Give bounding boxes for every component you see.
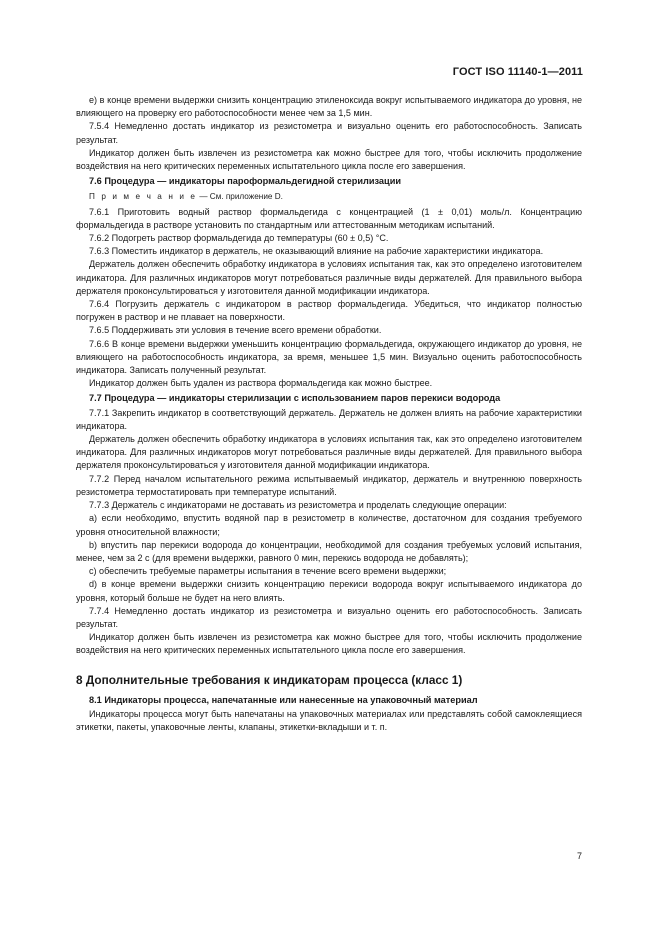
note-label: П р и м е ч а н и е — [89, 192, 198, 202]
list-item: a) если необходимо, впустить водяной пар в резистометр в количестве, достаточном для создания требуемого уровня относительной влажности; — [76, 513, 582, 537]
paragraph: Индикатор должен быть удален из раствора формальдегида как можно быстрее. — [89, 378, 433, 389]
paragraph: Индикатор должен быть извлечен из резистометра как можно быстрее для того, чтобы исключить продолжение воздействия на него критических переменных испытательного цикла после его завершения. — [76, 147, 582, 172]
section-heading-7-6: 7.6 Процедура — индикаторы пароформальдегидной стерилизации — [89, 176, 401, 187]
page-number: 7 — [576, 851, 582, 861]
paragraph: 7.6.5 Поддерживать эти условия в течение всего времени обработки. — [89, 325, 382, 336]
paragraph: 7.5.4 Немедленно достать индикатор из резистометра и визуально оценить его работоспособность. Записать результат. — [76, 121, 582, 145]
list-item: b) впустить пар перекиси водорода до концентрации, необходимой для создания требуемых условий испытания, менее, чем за 2 с (для времени выдержки, равного 0 мин, перекись водорода не добавлять); — [76, 539, 582, 563]
paragraph: 7.6.4 Погрузить держатель с индикатором в раствор формальдегида. Убедиться, что индикатор полностью погружен в раствор и не плавает на поверхности. — [76, 299, 582, 323]
paragraph: 7.7.2 Перед началом испытательного режима испытываемый индикатор, держатель и внутреннюю поверхность резистометра термостатировать при температуре испытаний. — [76, 473, 582, 497]
note-text: — См. приложение D. — [197, 192, 283, 202]
document-body — [76, 94, 582, 734]
section-heading-7-7: 7.7 Процедура — индикаторы стерилизации с использованием паров перекиси водорода — [89, 393, 501, 404]
paragraph: Индикатор должен быть извлечен из резистометра как можно быстрее для того, чтобы исключить продолжение воздействия на него критических переменных испытательного цикла после его завершения. — [76, 632, 582, 656]
paragraph: 7.6.3 Поместить индикатор в держатель, не оказывающий влияние на рабочие характеристики индикатора. — [89, 246, 544, 257]
paragraph: 7.7.3 Держатель с индикаторами не доставать из резистометра и проделать следующие операции: — [89, 500, 507, 511]
note — [76, 190, 582, 203]
paragraph: Держатель должен обеспечить обработку индикатора в условиях испытания так, как это определено изготовителем индикатора. Для различных индикаторов могут потребоваться различные виды держателей. Для правильного выбора держателя проконсультироваться у изготовителя данной модификации индикатора. — [76, 434, 582, 471]
list-item: c) обеспечить требуемые параметры испытания в течение всего времени выдержки; — [89, 566, 447, 577]
paragraph: 7.6.1 Приготовить водный раствор формальдегида с концентрацией (1 ± 0,01) моль/л. Концентрацию формальдегида в растворе установить по стандартным или аттестованным методикам испытаний. — [76, 206, 582, 230]
section-heading-8: 8 Дополнительные требования к индикаторам процесса (класс 1) — [76, 672, 463, 687]
paragraph: e) в конце времени выдержки снизить концентрацию этиленоксида вокруг испытываемого индикатора до уровня, не влияющего на проверку его работоспособности менее чем за 1,5 мин. — [76, 95, 582, 119]
paragraph: Держатель должен обеспечить обработку индикатора в условиях испытания так, как это определено изготовителем индикатора. Для различных индикаторов могут потребоваться различные виды держателей. Для правильного выбора держателя проконсультироваться у изготовителя данной модификации индикатора. — [76, 259, 582, 296]
list-item: d) в конце времени выдержки снизить концентрацию перекиси водорода вокруг испытываемого индикатора до уровня, который больше не будет на него влиять. — [76, 579, 582, 603]
paragraph: Индикаторы процесса могут быть напечатаны на упаковочных материалах или представлять собой самоклеящиеся этикетки, пакеты, упаковочные ленты, клапаны, этикетки-вкладыши и т. п. — [76, 708, 582, 733]
document-header: ГОСТ ISO 11140-1—2011 — [452, 66, 583, 78]
section-heading-8-1: 8.1 Индикаторы процесса, напечатанные или нанесенные на упаковочный материал — [89, 694, 478, 705]
paragraph: 7.7.4 Немедленно достать индикатор из резистометра и визуально оценить его работоспособность. Записать результат. — [76, 605, 582, 629]
paragraph: 7.7.1 Закрепить индикатор в соответствующий держатель. Держатель не должен влиять на рабочие характеристики индикатора. — [76, 407, 582, 431]
paragraph: 7.6.6 В конце времени выдержки уменьшить концентрацию формальдегида, окружающего индикатор до уровня, не влияющего на работоспособность индикатора, за время, меньшее 1,5 мин. Визуально оценить работоспособность индикатора. Записать полученный результат. — [76, 338, 582, 376]
paragraph: 7.6.2 Подогреть раствор формальдегида до температуры (60 ± 0,5) °С. — [89, 233, 389, 244]
